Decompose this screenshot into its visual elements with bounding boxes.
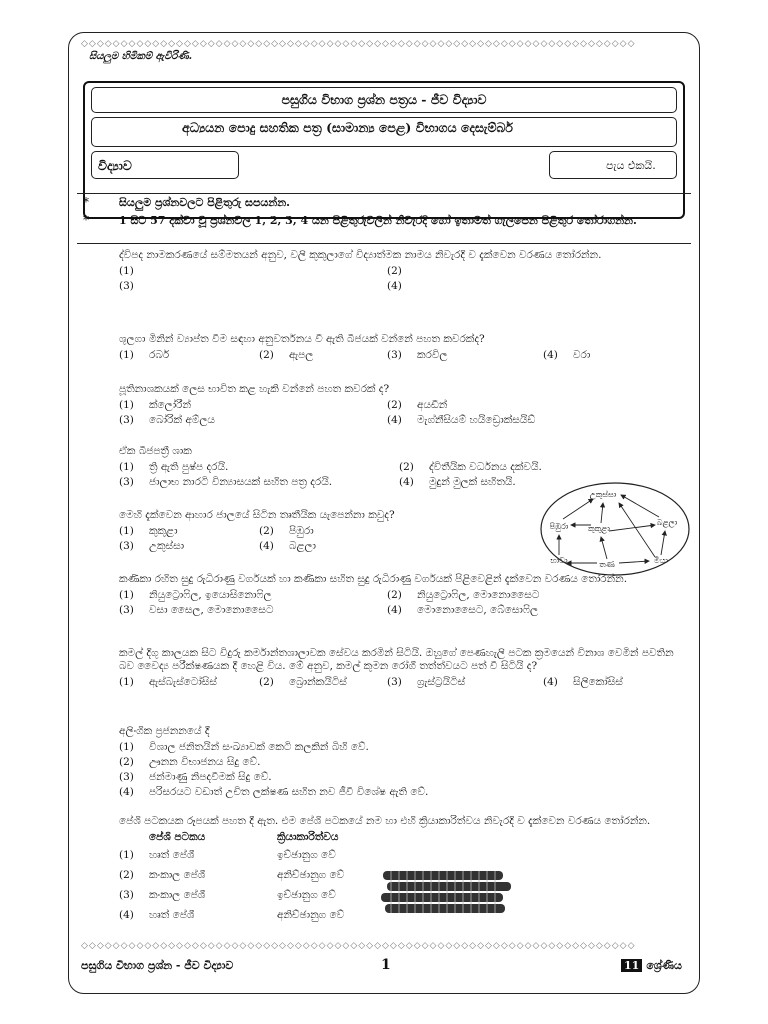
option-1[interactable]: නියුට්‍රොෆිල, ඉයොසිනොෆිල <box>149 589 272 601</box>
question-text: අලිංගික ප්‍රජනනයේ දී <box>119 725 210 737</box>
option-4[interactable]: මැග්නීසියම් හයිඩ්‍රොක්සයිඩ් <box>417 414 536 426</box>
arrow <box>563 499 593 519</box>
option-number: (4) <box>387 604 402 616</box>
option-4-tissue[interactable]: හෘත් පේශී <box>149 909 195 921</box>
option-1-function[interactable]: ඉච්ඡානුග වේ <box>277 849 336 861</box>
option-4[interactable]: සිලිකෝසිස් <box>573 676 623 688</box>
option-3[interactable]: ග්‍රැස්ට්‍රයිටිස් <box>417 676 466 688</box>
arrow <box>601 537 607 559</box>
option-3[interactable]: උකුස්සා <box>149 540 185 552</box>
node-rat: මීයා <box>653 556 669 565</box>
option-2-tissue[interactable]: කංකාල පේශී <box>149 869 206 881</box>
option-number: (1) <box>119 676 134 688</box>
option-number: (4) <box>543 676 558 688</box>
option-number: (3) <box>387 349 402 361</box>
question-text: මෙහි දැක්වෙන ආහාර ජාලයේ සිටින තෘතීයික යැපෙන්නා කවුද? <box>119 509 395 521</box>
option-1[interactable]: ක්ලෝරීන් <box>149 399 192 411</box>
option-number: (1) <box>119 461 134 473</box>
option-2[interactable]: ද්විතීයික වර්ධනය දක්වයි. <box>429 461 542 473</box>
option-1[interactable]: රබර් <box>149 349 170 361</box>
option-2[interactable]: ඇපල <box>289 349 314 361</box>
question-text: කමල් දිගු කාලයක සිට විදුරු කර්මාන්තශාලාවක සේවය කරමින් සිටියි. ඔහුගේ පෙණහැලි පටක ක්‍රමයෙන් විනාශ වෙමින් පවතින බව වෛද්‍ය පරීක්ෂණයක දී හෙළි විය. මේ අනුව, කමල් කුමන රෝගී තත්ත්වයට පත් වී සිටියි ද? <box>119 647 674 672</box>
question-2 <box>119 333 679 363</box>
node-grass: තණ <box>599 560 615 569</box>
option-number: (4) <box>399 476 414 488</box>
node-eagle: උකුස්සා <box>589 490 617 499</box>
exam-page <box>68 32 700 994</box>
paper-title: පසුගිය විභාග ප්‍රශ්න පත්‍රය - ජීව විද්‍යාව <box>91 87 677 113</box>
option-number: (1) <box>119 589 134 601</box>
option-3[interactable]: ජන්මාණු නිපදවීමක් සිදු වේ. <box>149 771 272 783</box>
option-number: (3) <box>119 540 134 552</box>
option-2[interactable]: පිඹුරා <box>289 525 314 537</box>
option-2[interactable]: අයඩීන් <box>417 399 448 411</box>
question-text: පේශි පටකයක රූපයක් පහත දී ඇත. එම පේශි පටකයේ නම හා එහි ක්‍රියාකාරිත්වය නිවැරදි ව දැක්වෙන වරණය තෝරන්න. <box>119 815 651 827</box>
node-chicken: කුකුළා <box>588 524 610 533</box>
option-number: (2) <box>259 676 274 688</box>
decorative-border-bottom: ◇◇◇◇◇◇◇◇◇◇◇◇◇◇◇◇◇◇◇◇◇◇◇◇◇◇◇◇◇◇◇◇◇◇◇◇◇◇◇◇◇◇◇◇◇◇◇◇◇◇◇◇◇◇◇◇◇◇◇◇◇◇◇◇◇◇◇◇◇◇ <box>81 941 636 951</box>
option-number: (2) <box>387 589 402 601</box>
option-1[interactable]: ඇස්බැස්ටෝසිස් <box>149 676 217 688</box>
option-4[interactable]: මුදුන් මුලක් සහිතයි. <box>429 476 516 488</box>
arrow <box>619 561 649 563</box>
option-4[interactable]: (4) <box>387 280 402 292</box>
option-number: (2) <box>259 349 274 361</box>
muscle-fiber <box>387 882 511 891</box>
option-2-function[interactable]: අනිච්ඡානුග වේ <box>277 869 345 881</box>
node-hare: භාවා <box>550 556 568 565</box>
option-number: (3) <box>119 889 134 901</box>
option-number: (1) <box>119 849 134 861</box>
question-8 <box>119 725 679 800</box>
question-text: ද්විපද නාමකරණයේ සම්මතයන් අනුව, වලි කුකුලාගේ විද්‍යාත්මක නාමය නිවැරදි ව දැක්වෙන වරණය තෝරන්න. <box>119 249 602 261</box>
option-2[interactable]: බ්‍රොන්කයිටිස් <box>289 676 347 688</box>
option-number: (3) <box>119 771 134 783</box>
option-number: (3) <box>119 476 134 488</box>
option-1[interactable]: කුකුළා <box>149 525 178 537</box>
option-4-function[interactable]: අනිච්ඡානුග වේ <box>277 909 345 921</box>
option-4[interactable]: මොනොසෛට, බේසොෆිල <box>417 604 538 616</box>
option-4[interactable]: බළලා <box>289 540 316 552</box>
option-1[interactable]: ත්‍රි ඇති පුෂ්ප දරයි. <box>149 461 229 473</box>
instruction-1: සියලුම ප්‍රශ්නවලට පිළිතුරු සපයන්න. <box>119 196 290 209</box>
option-number: (3) <box>119 414 134 426</box>
option-2[interactable]: (2) <box>387 265 402 277</box>
arrow <box>609 525 655 531</box>
bullet-star: * <box>83 213 89 227</box>
option-number: (4) <box>543 349 558 361</box>
subject-label: විද්‍යාව <box>91 151 239 179</box>
option-2[interactable]: නියුට්‍රොෆිල, මොනොසෛට <box>417 589 540 601</box>
divider <box>77 243 691 244</box>
option-number: (2) <box>259 525 274 537</box>
option-number: (4) <box>259 540 274 552</box>
bullet-star: * <box>83 195 89 209</box>
copyright-note: සියලුම හිමිකම් ඇවිරිණි. <box>89 51 193 62</box>
divider <box>77 193 691 194</box>
table-header-tissue: පේශි පටකය <box>149 831 206 843</box>
grade-word: ශ්‍රේණිය <box>646 959 682 972</box>
question-text: පූතිනාශකයක් ලෙස භාවිත කළ හැකි වන්නේ පහත කවරක් ද? <box>119 383 390 395</box>
food-web-diagram <box>537 479 693 579</box>
muscle-tissue-image <box>381 869 511 919</box>
option-3[interactable]: බෝරික් අම්ලය <box>149 414 215 426</box>
node-cat: බළලා <box>656 518 678 527</box>
arrow <box>621 495 659 517</box>
option-number: (4) <box>387 414 402 426</box>
question-text: ඒක බීජපත්‍රී ශාක <box>119 445 192 457</box>
option-1[interactable]: විශාල ජනිතයින් සංඛ්‍යාවක් කෙටි කලකින් බිහි වේ. <box>149 741 369 753</box>
arrow <box>601 503 603 523</box>
table-header-function: ක්‍රියාකාරිත්වය <box>277 831 339 843</box>
option-number: (4) <box>119 786 134 798</box>
decorative-border-top: ◇◇◇◇◇◇◇◇◇◇◇◇◇◇◇◇◇◇◇◇◇◇◇◇◇◇◇◇◇◇◇◇◇◇◇◇◇◇◇◇◇◇◇◇◇◇◇◇◇◇◇◇◇◇◇◇◇◇◇◇◇◇◇◇◇◇◇◇◇◇ <box>81 39 636 49</box>
question-text: ශුලගා මිනින් ව්‍යාප්ත වීම සඳහා අනුවර්තනය වී ඇති බීජයක් වන්නේ පහත කවරක්ද? <box>119 333 485 345</box>
option-1[interactable]: (1) <box>119 265 134 277</box>
option-3-function[interactable]: ඉච්ඡානුග වේ <box>277 889 336 901</box>
option-number: (1) <box>119 525 134 537</box>
duration-label: පැය එකයි. <box>549 151 677 179</box>
option-1-tissue[interactable]: හෘත් පේශී <box>149 849 195 861</box>
option-number: (2) <box>387 399 402 411</box>
instruction-2: 1 සිට 57 දක්වා වූ ප්‍රශ්නවල 1, 2, 3, 4 යන පිළිතුරුවලින් නිවැරදි හෝ ඉතාමත් ගැලපෙන පිළිතුර තෝරාගන්න. <box>119 214 637 227</box>
option-3[interactable]: කරවිල <box>417 349 448 361</box>
option-number: (2) <box>399 461 414 473</box>
option-number: (3) <box>387 676 402 688</box>
arrow <box>661 531 665 555</box>
option-3[interactable]: (3) <box>119 280 134 292</box>
question-3 <box>119 383 679 428</box>
option-4[interactable]: වරා <box>573 349 591 361</box>
page-number: 1 <box>381 957 391 973</box>
question-text: කණිකා රහිත සුදු රුධිරාණු වර්ගයක් හා කණිකා සහිත සුදු රුධිරාණු වර්ගයක් පිළිවෙළින් දැක්වෙන වරණය තෝරන්න. <box>119 573 628 585</box>
question-5 <box>119 509 519 554</box>
option-number: (1) <box>119 399 134 411</box>
option-4[interactable]: පරිසරයට වඩාත් උචිත ලක්ෂණ සහිත නව ජීවී විශේෂ ඇති වේ. <box>149 786 429 798</box>
option-3[interactable]: ජාලාභ නාරටි වින්‍යාසයක් සහිත පත්‍ර දරයි. <box>149 476 333 488</box>
question-1 <box>119 249 679 294</box>
paper-subtitle: අධ්‍යයන පොදු සහතික පත්‍ර (සාමාන්‍ය පෙළ) විභාගය දෙසැම්බර් <box>91 117 677 147</box>
node-python: පිඹුරා <box>549 522 569 531</box>
grade-number: 11 <box>621 959 642 972</box>
option-number: (4) <box>119 909 134 921</box>
question-7 <box>119 647 679 690</box>
question-6 <box>119 573 679 618</box>
option-2[interactable]: ඌනන විභාජනය සිදු වේ. <box>149 756 261 768</box>
grade-label <box>621 959 682 973</box>
muscle-fiber <box>383 871 503 880</box>
option-number: (2) <box>119 869 134 881</box>
option-number: (3) <box>119 604 134 616</box>
option-number: (1) <box>119 741 134 753</box>
footer-title: පසුගිය විභාග ප්‍රශ්න - ජීව විද්‍යාව <box>81 959 234 972</box>
option-3-tissue[interactable]: කංකාල පේශී <box>149 889 206 901</box>
option-3[interactable]: වසා සෛල, මොනොසෛට <box>149 604 274 616</box>
option-number: (1) <box>119 349 134 361</box>
option-number: (2) <box>119 756 134 768</box>
